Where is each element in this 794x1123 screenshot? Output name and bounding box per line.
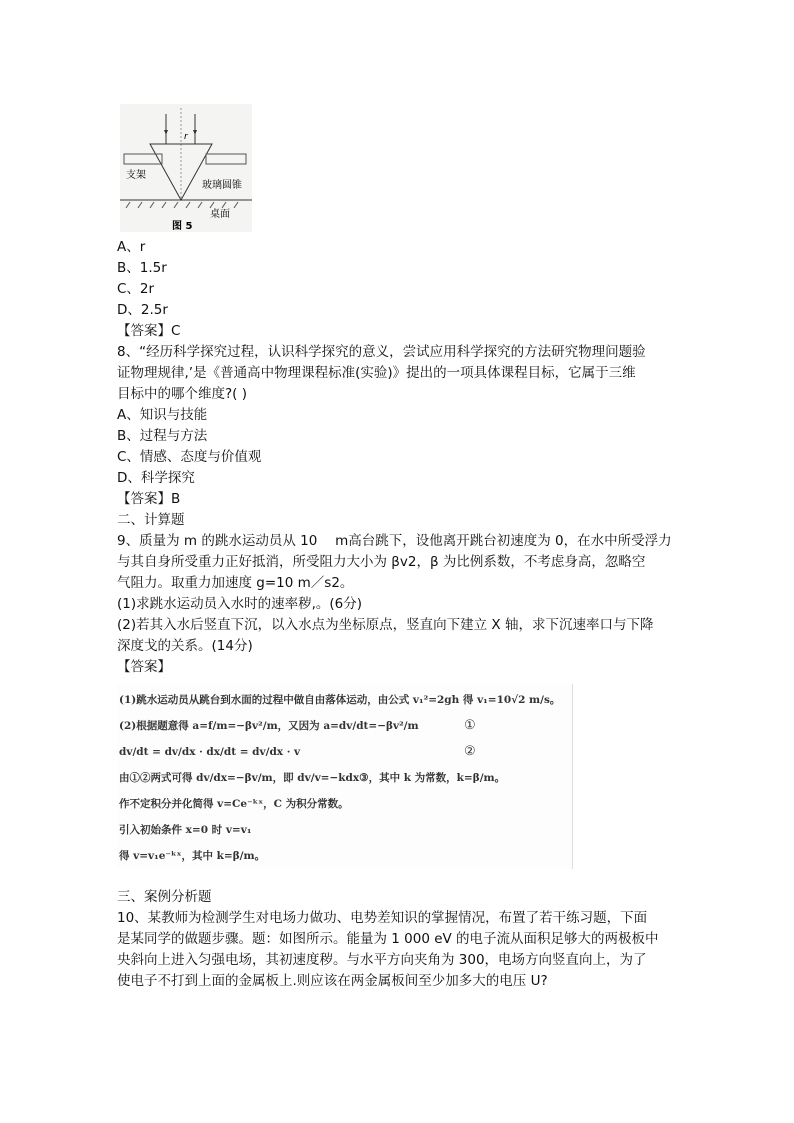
- question-text: 8、“经历科学探究过程，认识科学探究的意义，尝试应用科学探究的方法研究物理问题验: [117, 344, 646, 360]
- label-r: r: [184, 132, 188, 142]
- option-d: D、2.5r: [117, 302, 168, 318]
- question-text: 与其自身所受重力正好抵消，所受阻力大小为 βv2，β 为比例系数，不考虑身高，忽略空: [117, 554, 646, 570]
- equation-mark-2: ②: [464, 744, 476, 759]
- solution-line: 引入初始条件 x=0 时 v=v₁: [119, 824, 252, 836]
- label-cone: 玻璃圆锥: [202, 180, 242, 191]
- answer: 【答案】B: [117, 491, 181, 507]
- solution-text: dv/dt = dv/dx · dx/dt = dv/dx · v: [119, 746, 301, 758]
- solution-image: [117, 684, 573, 869]
- question-text: 证物理规律,’是《普通高中物理课程标准(实验)》提出的一项具体课程目标，它属于三维: [117, 365, 636, 381]
- question-text: 是某同学的做题步骤。题：如图所示。能量为 1 000 eV 的电子流从面积足够大的两极板中: [117, 931, 659, 947]
- solution-line: [119, 739, 572, 765]
- option-a: A、r: [117, 239, 146, 255]
- question-text: 9、质量为 m 的跳水运动员从 10 m高台跳下，设他离开跳台初速度为 0，在水中所受浮力: [117, 533, 672, 549]
- answer-label: 【答案】: [117, 659, 171, 675]
- equation-mark-1: ①: [464, 718, 476, 733]
- label-desk: 桌面: [210, 209, 230, 220]
- figure-caption: 图 5: [172, 221, 193, 232]
- option-d: D、科学探究: [117, 470, 195, 486]
- cone-diagram: [120, 104, 252, 232]
- section-heading: 二、计算题: [117, 512, 185, 528]
- option-c: C、情感、态度与价值观: [117, 449, 262, 465]
- solution-line: 得 v=v₁e⁻ᵏˣ，其中 k=β/m。: [119, 850, 266, 862]
- option-b: B、过程与方法: [117, 428, 208, 444]
- question-text: (1)求跳水运动员入水时的速率秽,。(6分): [117, 596, 363, 612]
- answer: 【答案】C: [117, 323, 181, 339]
- option-c: C、2r: [117, 281, 155, 297]
- option-a: A、知识与技能: [117, 407, 208, 423]
- question-text: 深度戈的关系。(14分): [117, 638, 253, 654]
- question-text: 使电子不打到上面的金属板上.则应该在两金属板间至少加多大的电压 U?: [117, 973, 548, 989]
- solution-text: (2)根据题意得 a=f/m=−βv²/m，又因为 a=dv/dt=−βv²/m: [119, 720, 419, 732]
- label-support: 支架: [126, 170, 146, 181]
- section-heading: 三、案例分析题: [117, 889, 212, 905]
- question-text: 10、某教师为检测学生对电场力做功、电势差知识的掌握情况，布置了若干练习题，下面: [117, 910, 648, 926]
- question-text: 目标中的哪个维度?( ): [117, 386, 247, 402]
- question-text: (2)若其入水后竖直下沉，以入水点为坐标原点，竖直向下建立 X 轴，求下沉速率口与下降: [117, 617, 654, 633]
- question-text: 央斜向上进入匀强电场，其初速度秽。与水平方向夹角为 300，电场方向竖直向上，为了: [117, 952, 647, 968]
- question-text: 气阻力。取重力加速度 g=10 m／s2。: [117, 575, 354, 591]
- figure-5-glass-cone: [120, 104, 252, 232]
- solution-line: (1)跳水运动员从跳台到水面的过程中做自由落体运动，由公式 v₁²=2gh 得 v₁=10√2 m/s。: [119, 694, 561, 706]
- solution-line: 由①②两式可得 dv/dx=−βv/m，即 dv/v=−kdx③，其中 k 为常数，k=β/m。: [119, 772, 506, 784]
- solution-line: 作不定积分并化简得 v=Ce⁻ᵏˣ，C 为积分常数。: [119, 798, 349, 810]
- solution-line: [119, 713, 572, 739]
- option-b: B、1.5r: [117, 260, 167, 276]
